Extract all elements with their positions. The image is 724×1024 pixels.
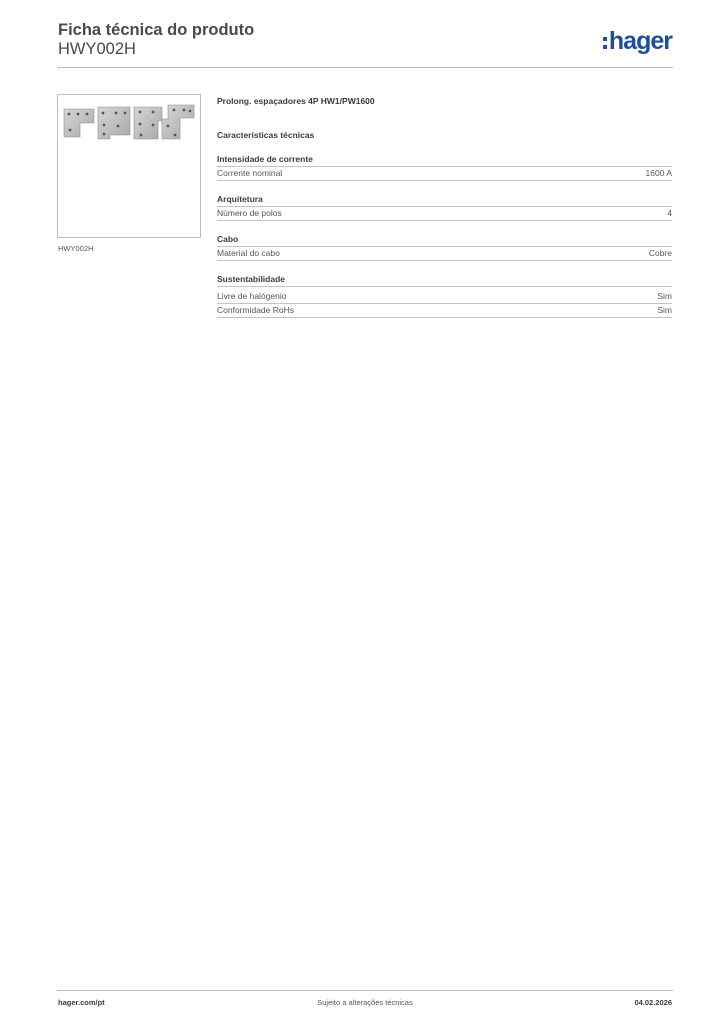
spec-group-title: Arquitetura: [217, 194, 672, 207]
spec-value: Cobre: [648, 248, 672, 258]
product-image: [58, 95, 200, 237]
spec-label: Número de polos: [217, 208, 282, 218]
footer-website-link[interactable]: hager.com/pt: [58, 998, 105, 1007]
spec-value: Sim: [657, 291, 672, 301]
spec-label: Livre de halógenio: [217, 291, 287, 301]
section-title: Características técnicas: [217, 130, 315, 140]
spec-value: 1600 A: [645, 168, 672, 178]
spec-label: Conformidade RoHs: [217, 305, 295, 315]
footer-date: 04.02.2026: [634, 998, 672, 1007]
spec-row: [217, 290, 672, 304]
specifications: [217, 96, 672, 318]
spec-group-title: Intensidade de corrente: [217, 154, 672, 167]
header-divider: [57, 67, 673, 68]
document-title: Ficha técnica do produto: [58, 21, 255, 39]
footer-notice: Sujeito a alterações técnicas: [317, 998, 413, 1007]
footer-divider: [57, 990, 673, 991]
spec-label: Corrente nominal: [217, 168, 283, 178]
spec-row: [217, 247, 672, 261]
spec-group-current: [217, 154, 672, 181]
spec-value: Sim: [657, 305, 672, 315]
spec-group-title: Sustentabilidade: [217, 274, 672, 287]
product-name: Prolong. espaçadores 4P HW1/PW1600: [217, 96, 375, 106]
logo-dots: [603, 37, 607, 49]
spec-row: [217, 207, 672, 221]
spec-group-architecture: [217, 194, 672, 221]
spec-value: 4: [667, 208, 672, 218]
product-image-frame: [57, 94, 201, 238]
spec-group-cable: [217, 234, 672, 261]
logo-text: hager: [608, 27, 672, 55]
spec-row: [217, 304, 672, 318]
image-caption: HWY002H: [58, 244, 94, 253]
spec-group-sustainability: [217, 274, 672, 318]
spec-label: Material do cabo: [217, 248, 280, 258]
spec-group-title: Cabo: [217, 234, 672, 247]
hager-logo: [603, 27, 672, 55]
spec-row: [217, 167, 672, 181]
spacer-plate-3: [134, 107, 162, 139]
product-code: HWY002H: [58, 40, 136, 58]
